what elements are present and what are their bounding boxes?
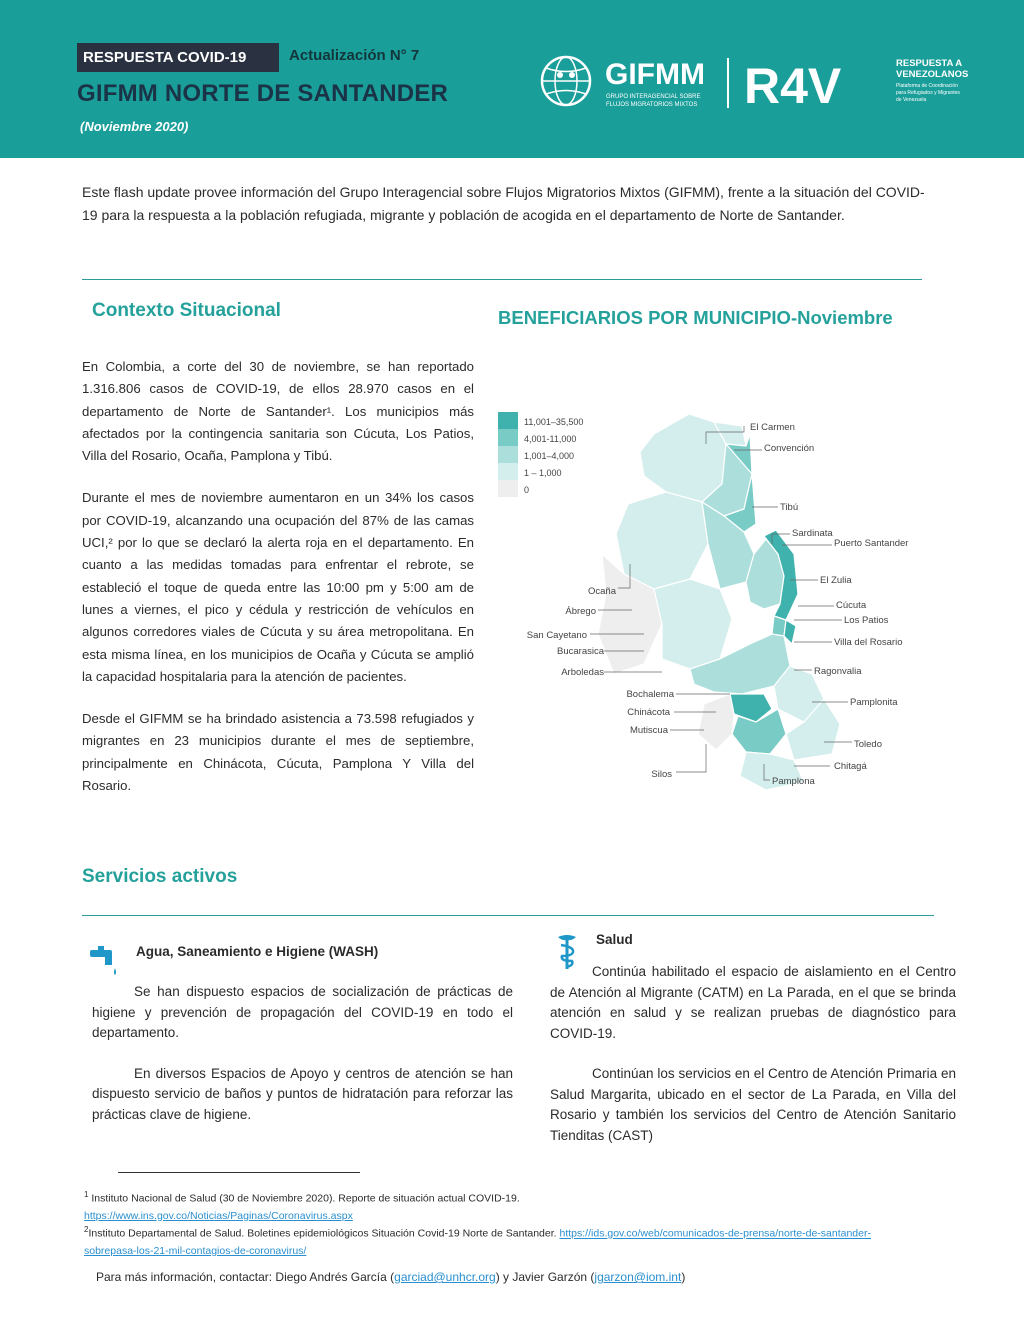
legend-label: 1 – 1,000: [524, 468, 562, 478]
municipality-label: Ragonvalia: [814, 666, 862, 677]
legend-label: 0: [524, 485, 530, 495]
legend-swatch: [498, 463, 518, 480]
municipality-label: Puerto Santander: [834, 538, 909, 549]
region-central: [654, 579, 732, 669]
footnote-1: $^1$ Instituto Nacional de Salud (30 de Noviembre 2020). Reporte de situación actual COVID-19. https://www.ins.gov.co/Noticias/Paginas/Coronavirus.aspx: [84, 1190, 520, 1222]
municipality-label: Toledo: [854, 739, 882, 750]
email-link-garzon[interactable]: jgarzon@iom.int: [594, 1270, 682, 1284]
r4v-logo-text: R4V: [744, 58, 842, 114]
contact-suffix: ): [681, 1270, 686, 1284]
map-legend: [498, 412, 583, 497]
municipality-label: Villa del Rosario: [834, 637, 903, 648]
wash-paragraph-2: En diversos Espacios de Apoyo y centros de atención se han dispuesto servicio de baños y puntos de hidratación para reforzar las prácticas clave de higiene.: [92, 1065, 513, 1122]
municipality-label: El Zulia: [820, 575, 852, 586]
municipality-label: Sardinata: [792, 528, 833, 539]
municipality-label: Cúcuta: [836, 600, 867, 611]
region-north-west: [640, 414, 726, 502]
services-heading: Servicios activos: [82, 866, 238, 887]
contact-line: [96, 1270, 685, 1284]
municipality-label: Chitagá: [834, 761, 867, 772]
context-heading: Contexto Situacional: [92, 300, 281, 321]
gifmm-logo-sub2: FLUJOS MIGRATORIOS MIXTOS: [606, 102, 698, 108]
context-paragraph-1: En Colombia, a corte del 30 de noviembre, se han reportado 1.316.806 casos de COVID-19, de ellos 28.970 casos en el departamento de Norte de Santander¹. Los municipios más afectados por la contingencia sanitaria son Cúcuta, Los Patios, Villa del Rosario, Ocaña, Pamplona y Tibú.: [82, 359, 474, 464]
intro-paragraph: Este flash update provee información del Grupo Interagencial sobre Flujos Migratorios Mixtos (GIFMM), frente a la situación del COVID-19 para la respuesta a la población refugiada, migrante y población de acogida en el departamento de Norte de Santander.: [82, 184, 925, 223]
health-paragraph-1: Continúa habilitado el espacio de aislamiento en el Centro de Atención al Migrante (CATM) en La Parada, en el que se brinda atención en salud y se realizan pruebas de diagnóstico para COVID-19.: [550, 964, 956, 1041]
r4v-logo-sub2: VENEZOLANOS: [896, 69, 969, 80]
legend-label: 1,001–4,000: [524, 451, 575, 461]
region-silos: [698, 694, 734, 750]
email-link-garcia[interactable]: garciad@unhcr.org: [394, 1270, 496, 1284]
municipality-label: Chinácota: [627, 707, 670, 718]
map-heading: BENEFICIARIOS POR MUNICIPIO-Noviembre: [498, 307, 893, 328]
r4v-logo-sub4: para Refugiados y Migrantes: [896, 90, 960, 96]
footnote-separator: [118, 1172, 360, 1173]
health-body: [550, 962, 956, 1166]
region-villa-del-rosario: [784, 620, 796, 644]
wash-paragraph-1: Se han dispuesto espacios de socialización de prácticas de higiene y prevención de propagación del COVID-19 en todo el departamento.: [92, 984, 513, 1040]
globe-logo-icon: [542, 57, 590, 105]
footnote-1-link[interactable]: https://www.ins.gov.co/Noticias/Paginas/Coronavirus.aspx: [84, 1209, 353, 1222]
r4v-logo-sub1: RESPUESTA A: [896, 58, 963, 69]
municipality-label: Los Patios: [844, 615, 889, 626]
municipality-label: San Cayetano: [526, 630, 587, 641]
legend-swatch: [498, 429, 518, 446]
footnote-2: $^2$Instituto Departamental de Salud. Boletines epidemiológicos Situación Covid-19 Norte de Santander. https://ids.gov.co/web/comunicados-de-prensa/norte-de-santander-sobrepasa-los-21-mil-contagios-de-coronavirus/: [84, 1225, 871, 1257]
gifmm-logo-sub1: GRUPO INTERAGENCIAL SOBRE: [606, 94, 701, 100]
contact-middle: ) y Javier Garzón (: [495, 1270, 595, 1284]
municipality-label: Bucarasica: [557, 646, 604, 657]
municipality-label: Arboledas: [561, 667, 604, 678]
gifmm-logo-text: GIFMM: [605, 58, 705, 91]
r4v-logo-sub5: de Venezuela: [896, 97, 927, 103]
wash-body: [92, 982, 513, 1145]
municipality-label: Convención: [764, 443, 815, 454]
contact-prefix: Para más información, contactar: Diego Andrés García (: [96, 1270, 395, 1284]
municipality-label: Pamplonita: [850, 697, 898, 708]
municipality-label: El Carmen: [750, 422, 795, 433]
municipality-label: Mutiscua: [629, 725, 668, 736]
report-date: (Noviembre 2020): [80, 119, 189, 134]
municipality-label: Ábrego: [565, 606, 596, 617]
water-tap-icon: [88, 944, 124, 978]
update-number: Actualización N° 7: [289, 47, 420, 64]
municipality-label: Pamplona: [772, 776, 815, 787]
wash-title: Agua, Saneamiento e Higiene (WASH): [136, 944, 379, 959]
legend-swatch: [498, 480, 518, 497]
divider: [82, 279, 922, 280]
context-body: [82, 356, 474, 817]
legend-label: 4,001-11,000: [524, 434, 577, 444]
municipality-label: Tibú: [780, 502, 799, 513]
municipality-label: Silos: [651, 769, 672, 780]
partner-logos: [532, 48, 972, 114]
health-title: Salud: [596, 932, 633, 947]
page-title: GIFMM NORTE DE SANTANDER: [77, 80, 449, 107]
footnote-2-text: Instituto Departamental de Salud. Boletines epidemiológicos Situación Covid-19 Norte de Santander.: [88, 1227, 557, 1240]
footnote-2-link[interactable]: https://ids.gov.co/web/comunicados-de-prensa/norte-de-santander-sobrepasa-los-21-mil-contagios-de-coronavirus/: [84, 1227, 871, 1257]
legend-swatch: [498, 446, 518, 463]
context-paragraph-3: Desde el GIFMM se ha brindado asistencia a 73.598 refugiados y migrantes en 23 municipios durante el mes de septiembre, principalmente en Chinácota, Cúcuta, Pamplona Y Villa del Rosario.: [82, 711, 474, 794]
legend-swatch: [498, 412, 518, 429]
context-paragraph-2: Durante el mes de noviembre aumentaron en un 34% los casos por COVID-19, alcanzando una ocupación del 87% de las camas UCI,² por lo que se declaró la alerta roja en el departamento. En cuanto a las medidas tomadas para enfrentar el rebrote, se estableció el toque de queda entre las 10:00 pm y 5:00 am de lunes a viernes, el pico y cédula y restricción de vehículos en algunos corredores viales de Cúcuta y su área metropolitana. En esta misma línea, en los municipios de Ocaña y Cúcuta se amplió la capacidad hospitalaria para la atención de pacientes.: [82, 490, 474, 684]
footnote-1-text: Instituto Nacional de Salud (30 de Noviembre 2020). Reporte de situación actual COVID-19.: [91, 1192, 520, 1205]
municipality-label: Bochalema: [626, 689, 674, 700]
health-paragraph-2: Continúan los servicios en el Centro de Atención Primaria en Salud Margarita, ubicado en el sector de La Parada, en Villa del Rosario y también los servicios del Centro de Atención Sanitario Tienditas (CAST): [550, 1066, 956, 1143]
services-divider: [82, 915, 934, 916]
municipality-map: [494, 404, 934, 804]
response-tag: RESPUESTA COVID-19: [77, 43, 279, 72]
r4v-logo-sub3: Plataforma de Coordinación: [896, 83, 958, 89]
legend-label: 11,001–35,500: [524, 417, 584, 427]
municipality-label: Ocaña: [588, 586, 616, 597]
